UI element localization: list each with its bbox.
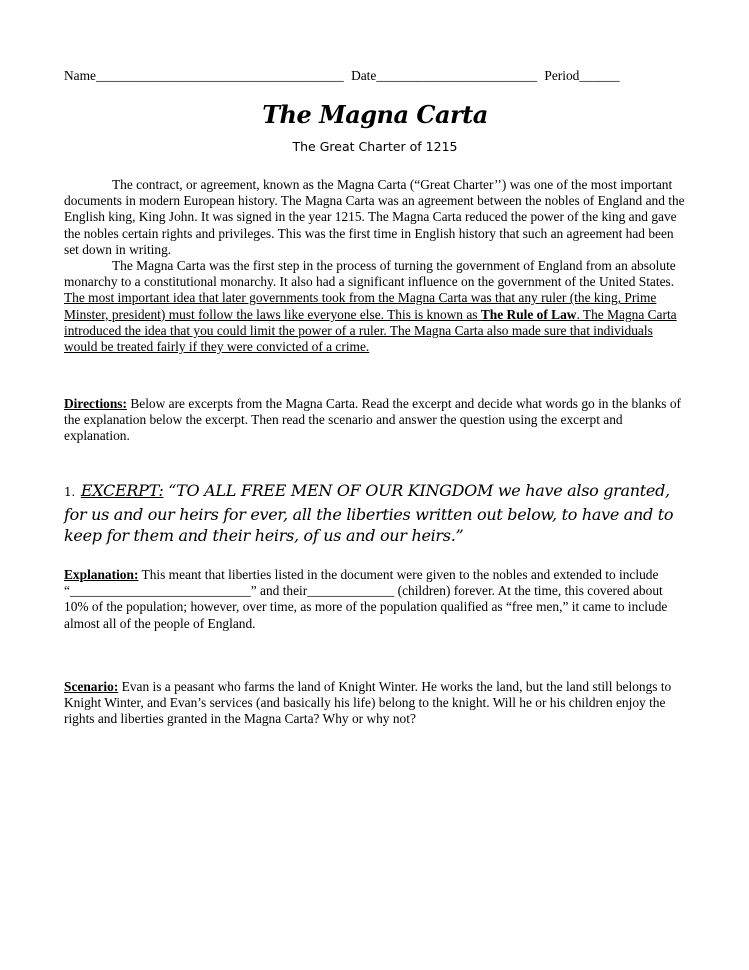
excerpt-label: EXCERPT: — [80, 481, 164, 500]
page-subtitle: The Great Charter of 1215 — [292, 139, 458, 154]
scenario-label: Scenario: — [64, 679, 119, 694]
name-field[interactable]: Name_____________________________________ — [64, 68, 344, 83]
excerpt-1 — [64, 480, 686, 547]
scenario-text: Evan is a peasant who farms the land of Knight Winter. He works the land, but the land still belongs to Knight Winter, and Evan’s services (and basically his life) belong to the knight. Will he or his children enjoy the rights and liberties granted in the Magna Carta? Why or why not? — [64, 679, 672, 727]
directions-text: Below are excerpts from the Magna Carta. Read the excerpt and decide what words go in the blanks of the explanation below the excerpt. Then read the scenario and answer the question using the excerpt and explanation. — [64, 396, 682, 444]
excerpt-number: 1. — [64, 485, 75, 499]
rule-of-law-text: The most important idea that later governments took from the Magna Carta was that any ruler (the king, Prime Minster, president) must follow the laws like everyone else. This is known as — [64, 290, 657, 322]
period-field[interactable]: Period______ — [544, 68, 620, 83]
introduction — [64, 177, 686, 355]
intro-paragraph-1: The contract, or agreement, known as the Magna Carta (“Great Charter’’) was one of the most important documents in modern European history. The Magna Carta was an agreement between the nobles of England and the English king, King John. It was signed in the year 1215. The Magna Carta reduced the power of the king and gave the nobles certain rights and privileges. This was the first time in English history that such an agreement had been set down in writing. — [64, 177, 685, 257]
intro-text: The Magna Carta was the first step in the process of turning the government of England from an absolute monarchy to a constitutional monarchy. It also had a significant influence on the government of the United States. — [64, 258, 676, 290]
excerpt-text: “TO ALL FREE MEN OF OUR KINGDOM we have also granted, for us and our heirs for ever, all the liberties written out below, to have and to keep for them and their heirs, of us and our heirs.” — [64, 481, 674, 545]
rule-of-law-text-2: . The Magna Carta introduced the idea that you could limit the power of a ruler. The Magna Carta also made sure that individuals would be treated fairly if they were convicted of a crime. — [64, 306, 677, 355]
explanation-text: This meant that liberties listed in the document were given to the nobles and extended to include “___________________________” and their_____________ (children) forever. At the time, this covered about 10% of the population; however, over time, as more of the population qualified as “free men,” it came to include almost all of the people of England. — [64, 567, 668, 631]
scenario — [64, 679, 686, 728]
page-title: The Magna Carta — [262, 100, 488, 129]
explanation-label: Explanation: — [64, 567, 139, 582]
intro-paragraph-2 — [64, 258, 686, 355]
date-field[interactable]: Date________________________ — [351, 68, 538, 83]
rule-of-law-term: The Rule of Law — [480, 306, 577, 322]
explanation — [64, 567, 686, 632]
directions-label: Directions: — [64, 396, 127, 411]
directions — [64, 396, 686, 445]
student-info-header — [64, 68, 686, 84]
